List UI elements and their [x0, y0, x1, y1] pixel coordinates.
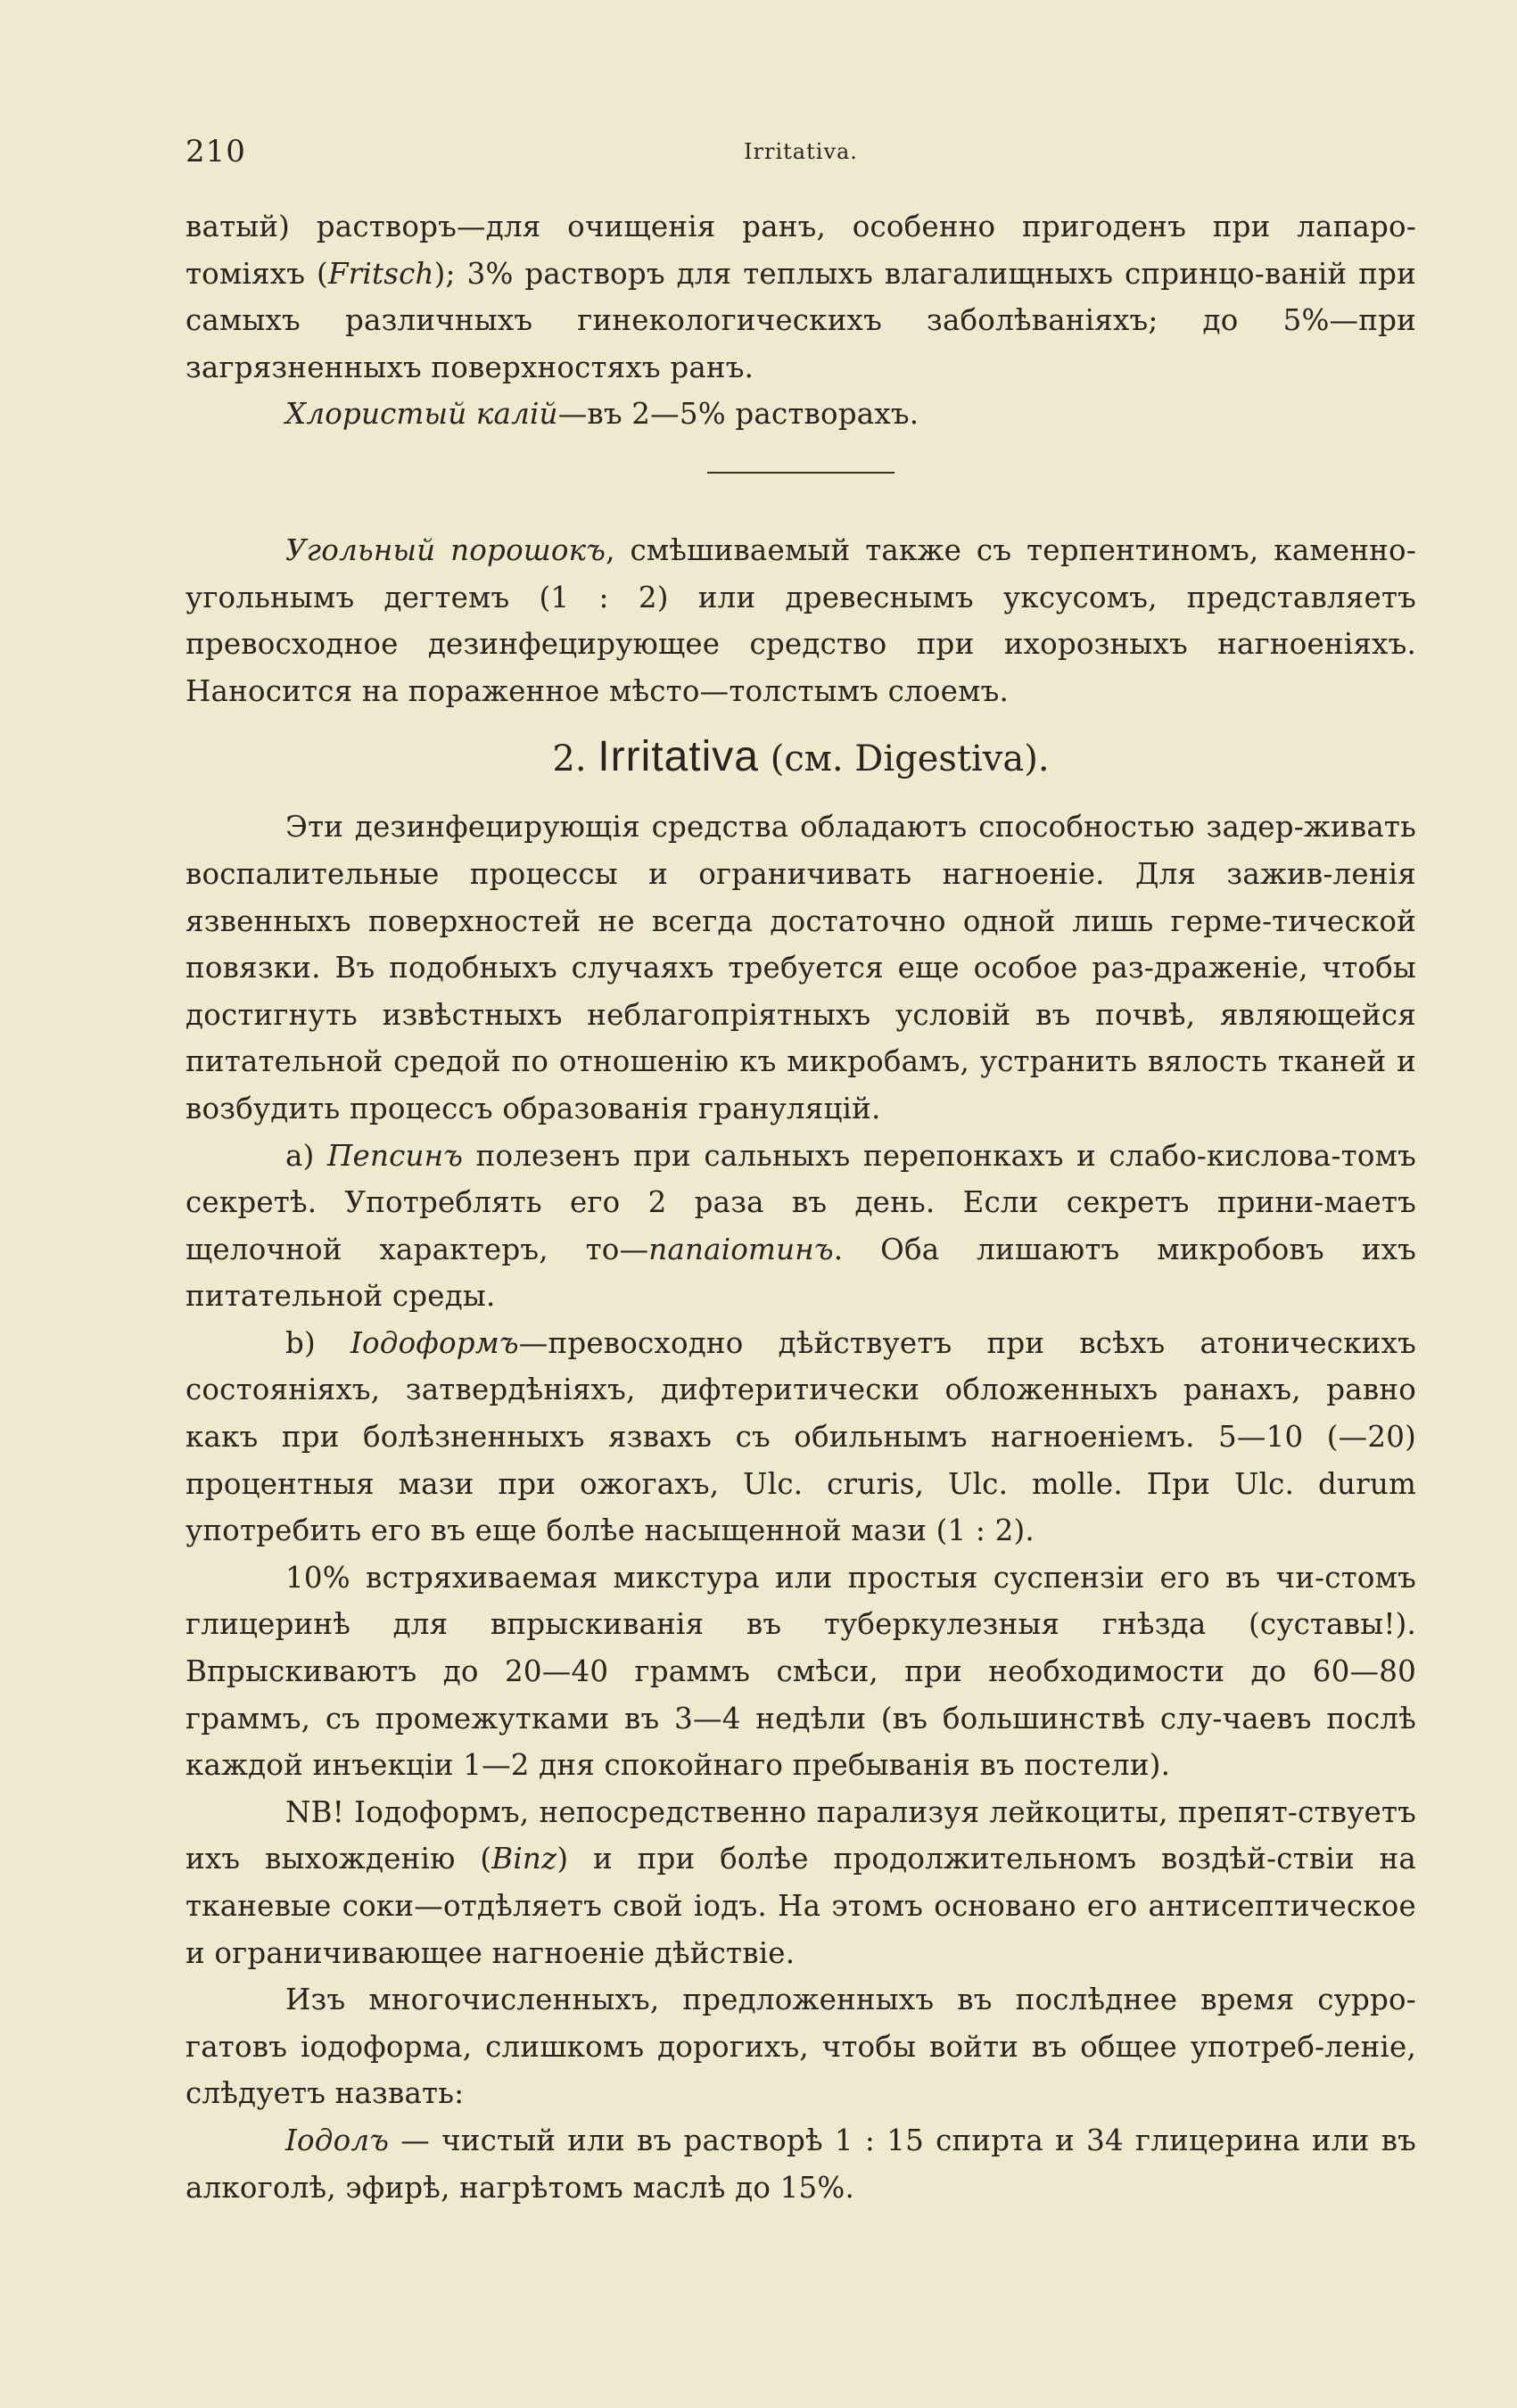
term-italic: Іодолъ	[285, 2123, 390, 2157]
text-run: ватый) растворъ—для очищенія ранъ, особенно пригоденъ при лапаро-томіяхъ (	[186, 210, 1416, 291]
author-name: Fritsch	[327, 256, 434, 291]
text-run: —превосходно дѣйствуетъ при всѣхъ атоническихъ состояніяхъ, затвердѣніяхъ, дифтеритически обложенныхъ ранахъ, равно какъ при болѣзненныхъ язвахъ съ обильнымъ нагноеніемъ. 5—10 (—20) процентныя мази при ожогахъ, Ulc. cruris, Ulc. molle. При Ulc. durum употребить его въ еще болѣе насыщенной мази (1 : 2).	[186, 1325, 1416, 1548]
paragraph-continuation	[186, 203, 1416, 391]
author-name: Binz	[491, 1842, 557, 1876]
text-run: NB! Іодоформъ, непосредственно парализуя лейкоциты, препят-ствуетъ ихъ выхожденію (	[186, 1794, 1416, 1876]
section-heading	[186, 734, 1416, 782]
text-run: — чистый или въ растворѣ 1 : 15 спирта и 34 глицерина или въ алкоголѣ, эфирѣ, нагрѣтомъ маслѣ до 15%.	[186, 2123, 1416, 2205]
text-run: Изъ многочисленныхъ, предложенныхъ въ послѣднее время сурро-гатовъ іодоформа, слишкомъ дорогихъ, чтобы войти въ общее употреб-леніе, слѣдуетъ назвать:	[186, 1983, 1416, 2111]
paragraph-surrogates	[186, 1976, 1416, 2117]
page-number: 210	[186, 134, 246, 169]
text-run: 10% встряхиваемая микстура или простыя суспензіи его въ чи-стомъ глицеринѣ для впрыскиванія въ туберкулезныя гнѣзда (суставы!). Впрыскиваютъ до 20—40 граммъ смѣси, при необходимости до 60—80 граммъ, съ промежутками въ 3—4 недѣли (въ большинствѣ слу-чаевъ послѣ каждой инъекціи 1—2 дня спокойнаго пребыванія въ постели).	[186, 1560, 1416, 1783]
text-run: полезенъ при сальныхъ перепонкахъ и слабо-кислова-томъ секретѣ. Употреблять его 2 раза въ день. Если секретъ прини-маетъ щелочной характеръ, то—	[186, 1138, 1416, 1266]
item-marker: a)	[285, 1138, 327, 1173]
text-run: , смѣшиваемый также съ терпентиномъ, каменно-угольнымъ дегтемъ (1 : 2) или древеснымъ уксусомъ, представляетъ превосходное дезинфецирующее средство при ихорозныхъ нагноеніяхъ. Наносится на пораженное мѣсто—толстымъ слоемъ.	[186, 532, 1416, 708]
paragraph-charcoal	[186, 527, 1416, 714]
paragraph-intro	[186, 804, 1416, 1132]
item-marker: b)	[285, 1325, 350, 1360]
running-head	[186, 134, 1416, 173]
term-italic: Іодоформъ	[350, 1325, 519, 1360]
running-title: Irritativa.	[744, 139, 858, 164]
section-number: 2.	[552, 738, 587, 780]
term-italic: Угольный порошокъ	[285, 532, 606, 567]
paragraph-potassium-chloride	[186, 391, 1416, 438]
text-run: —въ 2—5% растворахъ.	[557, 397, 919, 432]
text-run: . Оба лишаютъ микробовъ ихъ питательной среды.	[186, 1232, 1416, 1314]
section-divider	[707, 472, 895, 474]
paragraph-item-b	[186, 1320, 1416, 1554]
term-italic: папаіотинъ	[648, 1232, 834, 1266]
text-run: ) и при болѣе продолжительномъ воздѣй-ствіи на тканевые соки—отдѣляетъ свой іодъ. На этомъ основано его антисептическое и ограничивающее нагноеніе дѣйствіе.	[186, 1842, 1416, 1970]
term-italic: Пепсинъ	[326, 1138, 464, 1173]
term-italic: Хлористый калій	[285, 397, 558, 432]
paragraph-item-a	[186, 1133, 1416, 1320]
section-title: Irritativa	[598, 733, 759, 781]
paragraph-mixture	[186, 1554, 1416, 1789]
paragraph-nb	[186, 1789, 1416, 1976]
text-run: Эти дезинфецирующія средства обладаютъ способностью задер-живать воспалительные процессы и ограничивать нагноеніе. Для зажив-ленія язвенныхъ поверхностей не всегда достаточно одной лишь герме-тической повязки. Въ подобныхъ случаяхъ требуется еще особое раз-драженіе, чтобы достигнуть извѣстныхъ неблагопріятныхъ условій въ почвѣ, являющейся питательной средой по отношенію къ микробамъ, устранить вялость тканей и возбудить процессъ образованія грануляцій.	[186, 810, 1416, 1126]
section-reference: (см. Digestiva).	[770, 738, 1050, 780]
paragraph-iodol	[186, 2117, 1416, 2211]
text-run: ); 3% растворъ для теплыхъ влагалищныхъ спринцо-ваній при самыхъ различныхъ гинекологическихъ заболѣваніяхъ; до 5%—при загрязненныхъ поверхностяхъ ранъ.	[186, 256, 1416, 384]
book-page	[186, 134, 1416, 2211]
